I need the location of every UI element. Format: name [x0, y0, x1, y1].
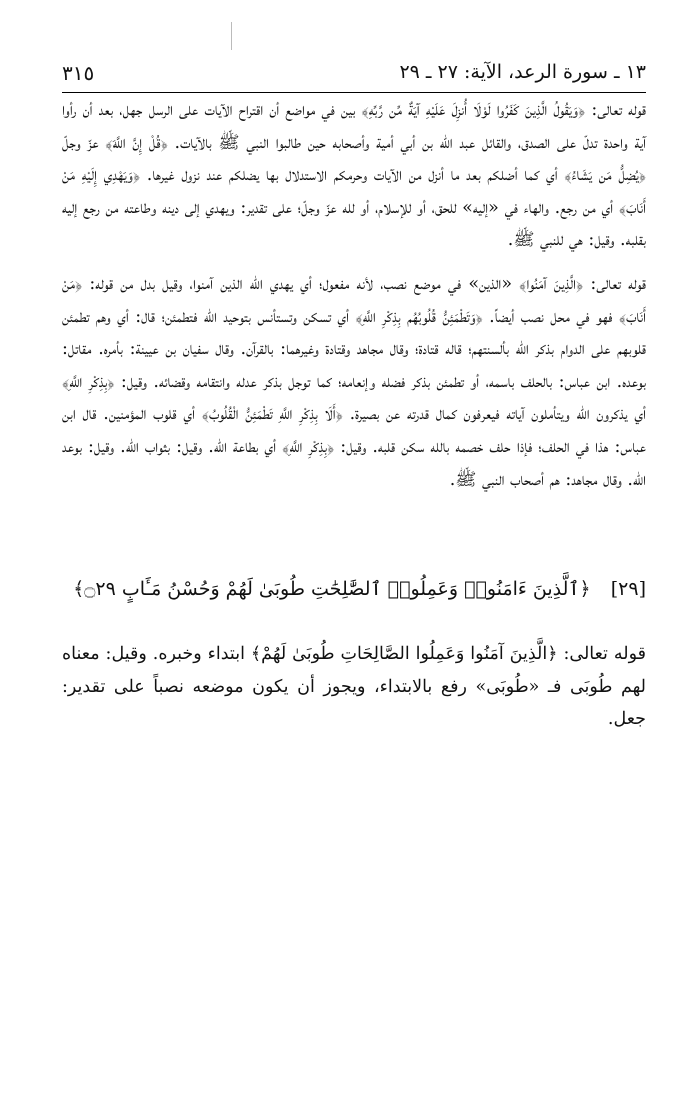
page-header	[62, 58, 646, 93]
running-title: ١٣ ـ سورة الرعد، الآية: ٢٧ ـ ٢٩	[399, 61, 646, 83]
quran-verse-line	[62, 572, 646, 606]
page-body	[62, 92, 646, 736]
page-number: ٣١٥	[62, 61, 95, 85]
commentary-paragraph-1: قوله تعالى: ﴿وَيَقُولُ الَّذِينَ كَفَرُوا لَوْلَا أُنزِلَ عَلَيْهِ آيَةٌ مِّن رَّبِّهِ﴾ بين في مواضع أن اقتراح الآيات على الرسل جهل، بعد أن رأوا آية واحدة تدلّ على الصدق، والقائل عبد الله بن أبي أمية وأصحابه حين طالبوا النبي ﷺ بالآيات. ﴿قُلْ إِنَّ اللَّهَ﴾ عزّ وجلّ ﴿يُضِلُّ مَن يَشَاءُ﴾ أي كما أضلكم بعد ما أنزل من الآيات وحرمكم الاستدلال بها يضلكم عند نزول غيرها. ﴿وَيَهْدِي إِلَيْهِ مَنْ أَنَابَ﴾ أي من رجع. والهاء في «إليه» للحق، أو للإسلام، أو لله عزّ وجلّ؛ على تقدير: ويهدي إلى دينه وطاعته من رجع إليه بقلبه. وقيل: هي للنبي ﷺ.	[62, 100, 646, 251]
commentary-paragraph-3: قوله تعالى: ﴿الَّذِينَ آمَنُوا وَعَمِلُوا الصَّالِحَاتِ طُوبَىٰ لَهُمْ﴾ ابتداء وخبره. وقيل: معناه لهم طُوبَى فـ «طُوبَى» رفع بالابتداء، ويجوز أن يكون موضعه نصباً على تقدير: جعل.	[62, 644, 646, 730]
verse-number: [٢٩]	[610, 578, 646, 601]
commentary-paragraph-2: قوله تعالى: ﴿الَّذِينَ آمَنُوا﴾ «الذين» في موضع نصب، لأنه مفعول؛ أي يهدي الله الذين آمنوا، وقيل بدل من قوله: ﴿مَنْ أَنَابَ﴾ فهو في محل نصب أيضاً. ﴿وَتَطْمَئِنُّ قُلُوبُهُم بِذِكْرِ اللَّهِ﴾ أي تسكن وتستأنس بتوحيد الله فتطمئن؛ قال: أي وهم تطمئن قلوبهم على الدوام بذكر الله بألسنتهم؛ قاله قتادة؛ وقال مجاهد وقتادة وغيرهما: بالقرآن. وقال سفيان بن عيينة: بأمره. مقاتل: بوعده. ابن عباس: بالحلف باسمه، أو تطمئن بذكر فضله وإنعامه؛ كما توجل بذكر عدله وانتقامه وقضائه. وقيل: ﴿بِذِكْرِ اللَّهِ﴾ أي يذكرون الله ويتأملون آياته فيعرفون كمال قدرته عن بصيرة. ﴿أَلَا بِذِكْرِ اللَّهِ تَطْمَئِنُّ الْقُلُوبُ﴾ أي قلوب المؤمنين. قال ابن عباس: هذا في الحلف؛ فإذا حلف خصمه بالله سكن قلبه. وقيل: ﴿بِذِكْرِ اللَّهِ﴾ أي بطاعة الله. وقيل: بثواب الله. وقيل: بوعد الله. وقال مجاهد: هم أصحاب النبي ﷺ.	[62, 273, 646, 490]
verse-text: ﴿ٱلَّذِينَ ءَامَنُوا۟ وَعَمِلُوا۟ ٱلصَّٰلِحَٰتِ طُوبَىٰ لَهُمْ وَحُسْنُ مَـَٔابٍ ۝٢٩﴾	[73, 578, 591, 601]
gutter-mark	[231, 22, 232, 50]
